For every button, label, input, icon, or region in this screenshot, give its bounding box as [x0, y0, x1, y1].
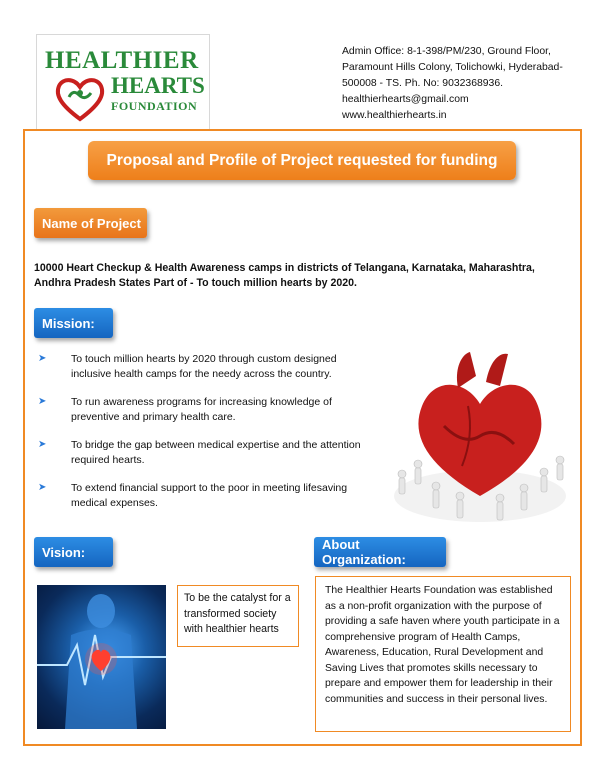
foundation-logo: [36, 34, 210, 130]
project-description: 10000 Heart Checkup & Health Awareness camps in districts of Telangana, Karnataka, Maharashtra, Andhra Pradesh States Part of - To touch million hearts by 2020.: [34, 262, 535, 289]
page-title-banner: Proposal and Profile of Project requested for funding: [88, 141, 516, 180]
address-line: Admin Office: 8-1-398/PM/230, Ground Floor,: [342, 46, 551, 57]
arrow-bullet-icon: ➤: [38, 439, 47, 450]
mission-text: To run awareness programs for increasing knowledge of preventive and primary health care.: [71, 396, 332, 423]
list-item: [38, 438, 378, 467]
vision-heading: Vision:: [34, 537, 113, 567]
arrow-bullet-icon: ➤: [38, 353, 47, 364]
list-item: [38, 481, 378, 510]
mission-text: To extend financial support to the poor in meeting lifesaving medical expenses.: [71, 482, 348, 509]
email-link[interactable]: healthierhearts@gmail.com: [342, 94, 469, 105]
list-item: [38, 395, 378, 424]
vision-statement: To be the catalyst for a transformed society with healthier hearts: [177, 585, 299, 647]
address-line: 500008 - TS. Ph. No: 9032368936.: [342, 78, 503, 89]
mission-heading: Mission:: [34, 308, 113, 338]
address-line: Paramount Hills Colony, Tolichowki, Hyderabad-: [342, 62, 563, 73]
logo-text-healthier: HEALTHIER: [45, 47, 199, 74]
logo-text-foundation: FOUNDATION: [111, 99, 198, 113]
mission-list: [38, 352, 378, 524]
about-organization-text: The Healthier Hearts Foundation was established as a non-profit organization with the purpose of providing a safe haven where youth participate in a comprehensive program of Health Camps, Awareness, Education, Rural Development and Saving Lives that promotes skills necessary to prepare and empower them for leadership in their communities and success in their personal lives.: [315, 576, 571, 732]
list-item: [38, 352, 378, 381]
address-block: [342, 44, 563, 124]
about-organization-heading: About Organization:: [314, 537, 446, 567]
arrow-bullet-icon: ➤: [38, 396, 47, 407]
human-heart-anatomy-image: [37, 585, 166, 729]
mission-text: To touch million hearts by 2020 through custom designed inclusive health camps for the needy across the country.: [71, 353, 337, 380]
mission-text: To bridge the gap between medical expertise and the attention required hearts.: [71, 439, 361, 466]
body-heartbeat-graphic: [37, 585, 166, 729]
logo-heart-icon: [53, 75, 107, 123]
heart-with-people-image: [388, 346, 572, 526]
arrow-bullet-icon: ➤: [38, 482, 47, 493]
logo-text-hearts: HEARTS: [111, 73, 205, 98]
website-link[interactable]: www.healthierhearts.in: [342, 110, 447, 121]
name-of-project-heading: Name of Project: [34, 208, 147, 238]
